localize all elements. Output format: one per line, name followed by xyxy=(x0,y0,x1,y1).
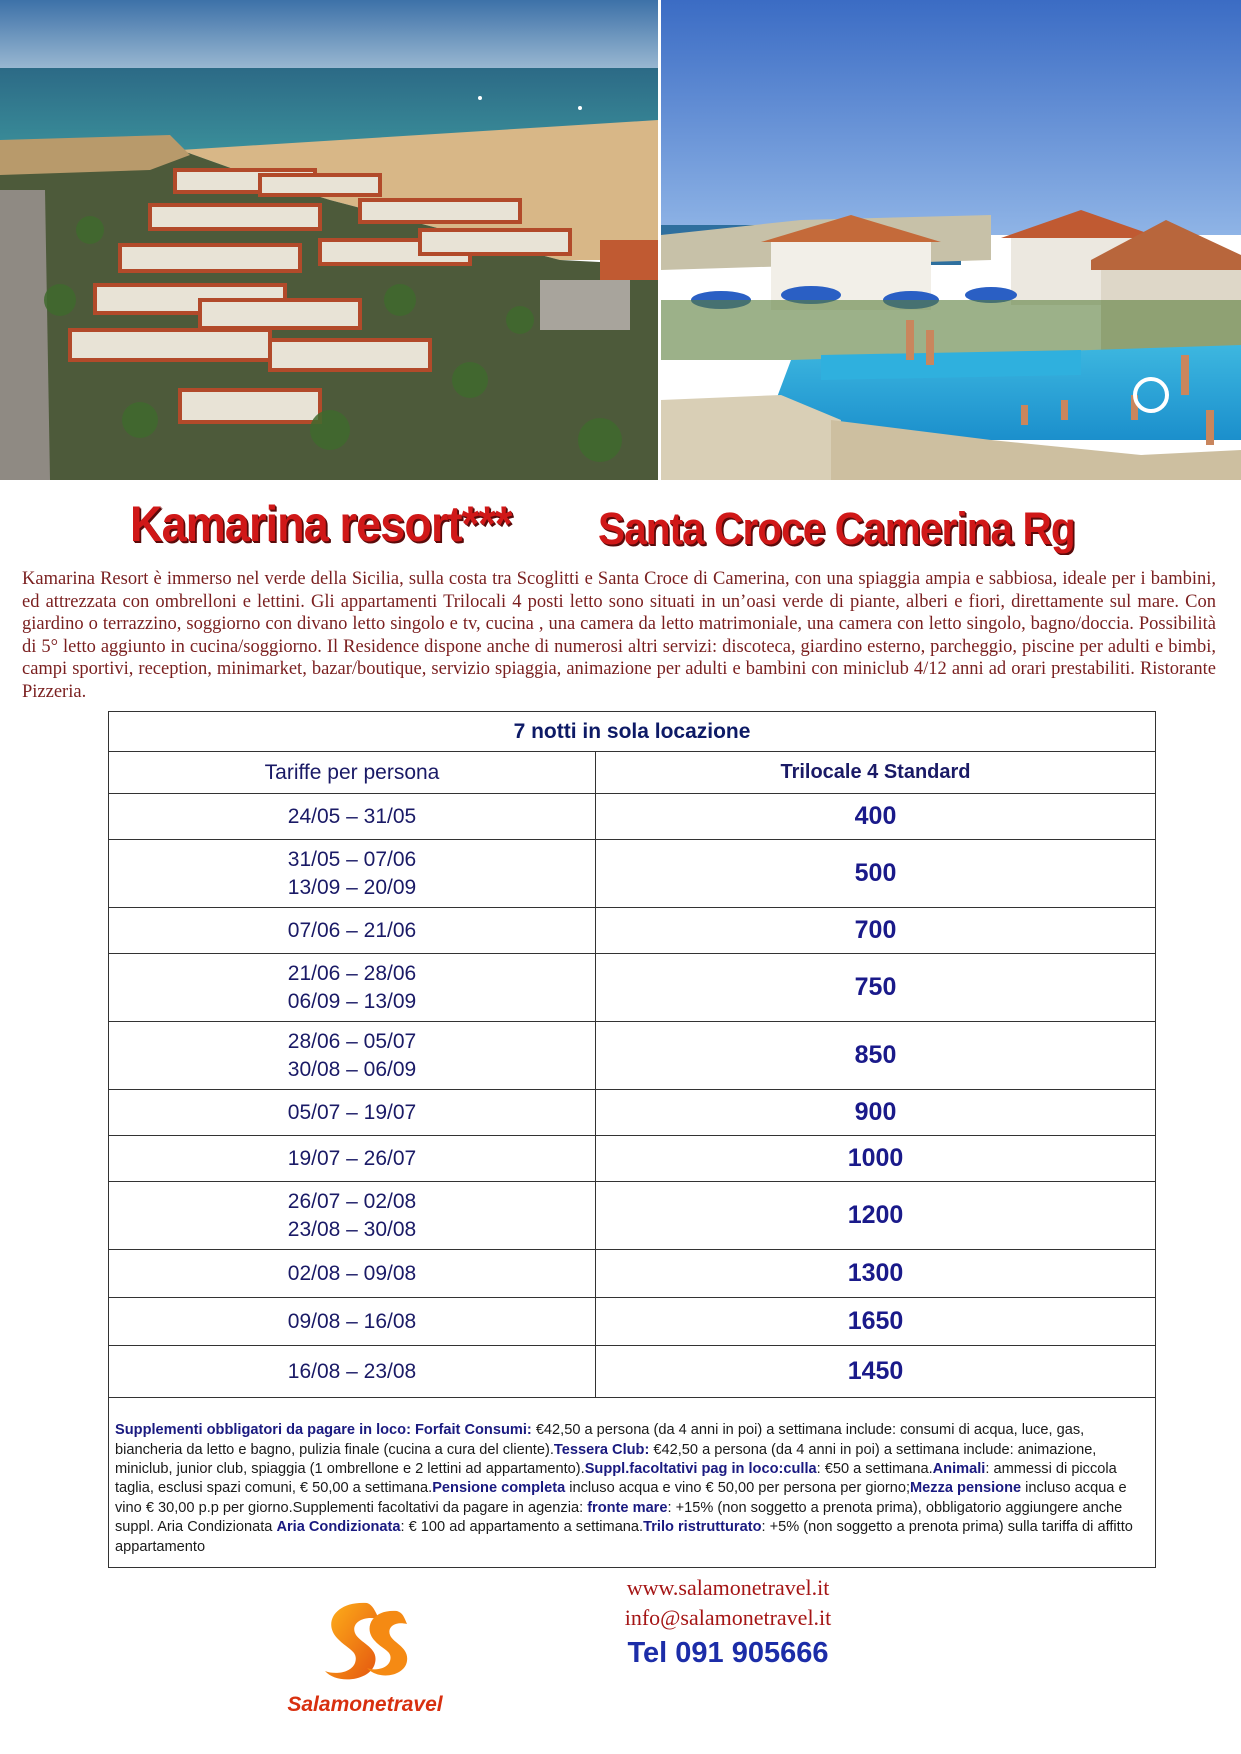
note-text: €42,50 a persona (da 4 anni in poi) a settimana include: animazione, miniclub, junior club, spiaggia (1 ombrellone e 2 lettini ad appartamento). xyxy=(115,1441,1097,1477)
note-label: Trilo ristrutturato xyxy=(643,1519,762,1536)
note-text: : € 100 ad appartamento a settimana. xyxy=(400,1519,644,1536)
period-text: 09/08 – 16/08 xyxy=(287,1309,417,1333)
period-cell xyxy=(109,1022,596,1090)
header-photos xyxy=(0,0,1241,480)
note-text: : +5% (non soggetto a prenota prima) sulla tariffa di affitto appartamento xyxy=(115,1519,1133,1555)
period-text: 19/07 – 26/07 xyxy=(287,1146,417,1170)
note-label: Aria Condizionata xyxy=(276,1519,401,1536)
pool-photo xyxy=(661,0,1241,480)
period-text: 31/05 – 07/06 xyxy=(287,847,417,871)
period-text: 13/09 – 20/09 xyxy=(287,875,417,899)
note-text: : ammessi di piccola taglia, esclusi spazi comuni, € 50,00 a settimana. xyxy=(115,1460,1117,1497)
notes-row xyxy=(109,1398,1156,1568)
pool-area-image xyxy=(661,0,1241,480)
period-text: 16/08 – 23/08 xyxy=(287,1359,417,1383)
period-text: 26/07 – 02/08 xyxy=(287,1189,417,1213)
price-cell: 1450 xyxy=(596,1346,1156,1398)
period-cell xyxy=(109,794,596,840)
note-label: Animali xyxy=(932,1460,986,1477)
table-row xyxy=(109,1136,1156,1182)
period-cell xyxy=(109,1090,596,1136)
period-cell xyxy=(109,1298,596,1346)
contacts-block xyxy=(548,1573,908,1673)
table-row xyxy=(109,794,1156,840)
email-link[interactable]: info@salamonetravel.it xyxy=(624,1605,832,1630)
price-cell: 500 xyxy=(596,840,1156,908)
period-cell xyxy=(109,1250,596,1298)
note-text: incluso acqua e vino € 30,00 p.p per giorno.Supplementi facoltativi da pagare in agenzia: xyxy=(115,1480,1127,1516)
note-text: : +15% (non soggetto a prenota prima), obbligatorio aggiungere anche suppl. Aria Condizionata xyxy=(115,1499,1123,1536)
price-cell: 1300 xyxy=(596,1250,1156,1298)
aerial-resort-photo xyxy=(0,0,658,480)
period-cell xyxy=(109,1182,596,1250)
note-label: Supplementi obbligatori da pagare in loco: xyxy=(115,1422,411,1439)
period-text: 05/07 – 19/07 xyxy=(287,1100,417,1124)
period-text: 07/06 – 21/06 xyxy=(287,918,417,942)
column-header-period: Tariffe per persona xyxy=(109,752,596,794)
note-label: Forfait Consumi: xyxy=(415,1422,532,1439)
period-text: 21/06 – 28/06 xyxy=(287,961,417,985)
resort-description: Kamarina Resort è immerso nel verde della Sicilia, sulla costa tra Scoglitti e Santa Croce di Camerina, con una spiaggia ampia e sabbiosa, ideale per i bambini, ed attrezzata con ombrelloni e lettini. Gli appartamenti Trilocali 4 posti letto sono situati in un’oasi verde di piante, alberi e fiori, direttamente sul mare. Con giardino o terrazzino, soggiorno con divano letto singolo e tv, cucina , una camera da letto matrimoniale, una camera con letto singolo, bagno/doccia. Possibilità di 5° letto aggiunto in cucina/soggiorno. Il Residence dispone anche di numerosi altri servizi: discoteca, giardino esterno, parcheggio, piscine per adulti e bimbi, campi sportivi, reception, minimarket, bazar/boutique, servizio spiaggia, animazione per adulti e bambini con miniclub 4/12 anni ad orari prestabiliti. Ristorante Pizzeria. xyxy=(22,569,1216,702)
table-caption: 7 notti in sola locazione xyxy=(109,712,1156,752)
period-cell xyxy=(109,1346,596,1398)
note-label: Tessera Club: xyxy=(553,1441,650,1458)
price-cell: 400 xyxy=(596,794,1156,840)
price-cell: 1650 xyxy=(596,1298,1156,1346)
note-text: : €50 a settimana. xyxy=(816,1460,933,1477)
website-link[interactable]: www.salamonetravel.it xyxy=(626,1575,830,1600)
logo-wordmark: Salamonetravel xyxy=(287,1693,443,1716)
phone-number: Tel 091 905666 xyxy=(627,1637,829,1669)
price-table xyxy=(108,711,1156,1568)
period-text: 28/06 – 05/07 xyxy=(287,1029,417,1053)
note-text: €42,50 a persona (da 4 anni in poi) a settimana include: consumi di acqua, luce, gas, biancheria da letto e bagno, pulizia finale (cucina a cura del cliente). xyxy=(115,1422,1085,1458)
note-label: culla xyxy=(783,1460,817,1477)
period-text: 24/05 – 31/05 xyxy=(287,804,417,828)
period-text: 02/08 – 09/08 xyxy=(287,1261,417,1285)
price-cell: 750 xyxy=(596,954,1156,1022)
price-cell: 700 xyxy=(596,908,1156,954)
table-row xyxy=(109,954,1156,1022)
table-row xyxy=(109,908,1156,954)
period-text: 30/08 – 06/09 xyxy=(287,1057,417,1081)
note-label: Suppl.facoltativi pag in loco: xyxy=(584,1460,784,1477)
resort-name: Kamarina resort*** xyxy=(130,496,512,552)
period-text: 06/09 – 13/09 xyxy=(287,989,417,1013)
price-cell: 900 xyxy=(596,1090,1156,1136)
price-cell: 850 xyxy=(596,1022,1156,1090)
period-cell xyxy=(109,908,596,954)
note-label: Mezza pensione xyxy=(910,1480,1022,1497)
price-cell: 1200 xyxy=(596,1182,1156,1250)
column-header-price: Trilocale 4 Standard xyxy=(596,752,1156,794)
table-row xyxy=(109,1090,1156,1136)
logo-mark-icon xyxy=(275,1593,455,1718)
table-row xyxy=(109,1022,1156,1090)
table-row xyxy=(109,1250,1156,1298)
table-row xyxy=(109,1346,1156,1398)
period-cell xyxy=(109,840,596,908)
aerial-resort-image xyxy=(0,0,658,480)
salamonetravel-logo xyxy=(275,1593,455,1718)
table-row xyxy=(109,840,1156,908)
resort-location: Santa Croce Camerina Rg xyxy=(598,503,1075,554)
price-cell: 1000 xyxy=(596,1136,1156,1182)
note-label: Pensione completa xyxy=(432,1480,566,1497)
period-cell xyxy=(109,1136,596,1182)
supplements-notes xyxy=(109,1398,1156,1568)
note-text: incluso acqua e vino € 50,00 per persona per giorno; xyxy=(565,1480,911,1497)
note-label: fronte mare xyxy=(587,1499,668,1516)
period-text: 23/08 – 30/08 xyxy=(287,1217,417,1241)
table-row xyxy=(109,1298,1156,1346)
table-row xyxy=(109,1182,1156,1250)
period-cell xyxy=(109,954,596,1022)
page-title xyxy=(0,495,1241,555)
